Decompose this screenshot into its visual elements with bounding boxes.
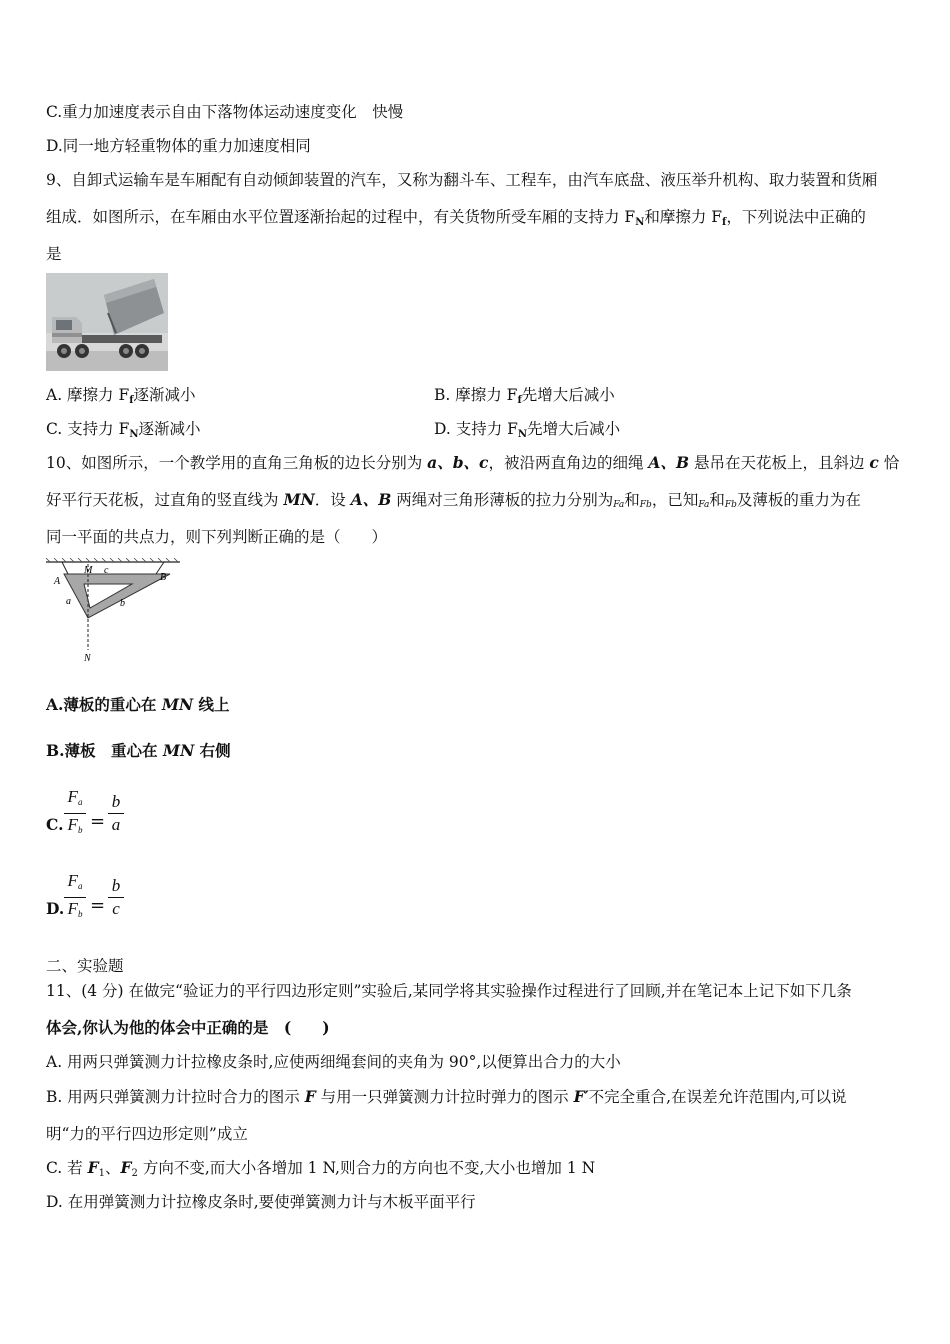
- q9-option-sub: N: [129, 429, 139, 440]
- q11-sub: 2: [131, 1168, 138, 1179]
- q11-var: F′: [573, 1087, 589, 1106]
- q11-var: F: [87, 1158, 99, 1177]
- q11-text: 与用一只弹簧测力计拉时弹力的图示: [315, 1088, 574, 1106]
- q10-option-c-eq: =: [90, 811, 106, 832]
- frac-numerator: b: [111, 876, 121, 895]
- q9-option-sub: f: [129, 395, 134, 406]
- q10-option-a: [46, 695, 230, 715]
- q10-var: MN: [161, 695, 194, 714]
- q11-text: 、: [104, 1159, 121, 1177]
- q10-option-text: 右侧: [194, 741, 231, 760]
- frac-symbol: F: [67, 871, 78, 890]
- triangle-plate-figure: [44, 558, 184, 666]
- label-a-lower: a: [66, 596, 71, 607]
- q9-option-text: 先增大后减小: [527, 420, 621, 438]
- q10-text: ，已知: [651, 491, 699, 509]
- q10-option-c-lhs: [64, 788, 86, 839]
- q9-option-text: 逐渐减小: [133, 386, 196, 404]
- q9-option-sub: N: [517, 429, 528, 440]
- q9-stem-line2: [46, 207, 866, 233]
- q10-force-symbol: Fa: [613, 500, 625, 510]
- frac-symbol: F: [67, 815, 78, 834]
- q10-text: 和: [709, 491, 725, 509]
- q11-var: F: [304, 1087, 316, 1106]
- q9-option-text: D. 支持力 F: [434, 420, 518, 438]
- frac-symbol: F: [67, 899, 78, 918]
- frac-sub: b: [77, 825, 83, 835]
- q10-var: a、b、c: [427, 453, 489, 472]
- q10-text: 和: [624, 491, 640, 509]
- frac-bar: [108, 813, 124, 814]
- q8-option-d: D.同一地方轻重物体的重力加速度相同: [46, 137, 311, 155]
- frac-numerator: [64, 788, 86, 811]
- q9-option-c: [46, 419, 201, 445]
- q9-option-text: B. 摩擦力 F: [434, 386, 518, 404]
- q10-text: 好平行天花板，过直角的竖直线为: [46, 491, 284, 509]
- q10-option-d-lhs: [64, 872, 86, 923]
- q9-sub: N: [635, 217, 645, 228]
- q10-stem-line1: [46, 453, 899, 473]
- q10-text: 恰: [878, 454, 900, 472]
- q10-var: MN: [283, 490, 315, 509]
- q9-stem-line3: 是: [46, 245, 62, 263]
- q10-option-b: [46, 741, 231, 761]
- q9-option-text: A. 摩擦力 F: [46, 386, 130, 404]
- q10-var: MN: [162, 741, 195, 760]
- label-n: N: [84, 653, 91, 664]
- frac-numerator: b: [111, 792, 121, 811]
- q11-option-b-line1: [46, 1087, 847, 1107]
- frac-denominator: [64, 900, 86, 923]
- q11-stem-line2: 体会,你认为他的体会中正确的是 ( ): [46, 1018, 330, 1037]
- frac-sub: a: [77, 881, 83, 891]
- q10-force-symbol: Fb: [724, 500, 737, 510]
- q11-sub: 1: [98, 1168, 105, 1179]
- q9-text: 组成．如图所示，在车厢由水平位置逐渐抬起的过程中，有关货物所受车厢的支持力 F: [46, 208, 636, 226]
- dump-truck-illustration: [46, 273, 168, 371]
- frac-sub: b: [77, 909, 83, 919]
- q9-option-text: 先增大后减小: [521, 386, 615, 404]
- q11-var: F: [120, 1158, 132, 1177]
- q10-var: A、B: [648, 453, 690, 472]
- q11-text: B. 用两只弹簧测力计拉时合力的图示: [46, 1088, 305, 1106]
- q10-stem-line2: [46, 490, 861, 515]
- q11-text: C. 若: [46, 1159, 88, 1177]
- section-title: 二、实验题: [46, 957, 124, 975]
- frac-denominator: c: [112, 899, 120, 918]
- q9-option-text: 逐渐减小: [138, 420, 201, 438]
- q9-option-b: [434, 385, 615, 411]
- frac-symbol: F: [67, 787, 78, 806]
- q11-text: 方向不变,而大小各增加 1 N,则合力的方向也不变,大小也增加 1 N: [137, 1159, 596, 1177]
- frac-sub: a: [77, 797, 83, 807]
- q9-option-sub: f: [517, 395, 522, 406]
- q10-option-text: 线上: [193, 695, 230, 714]
- q9-stem-line1: 9、自卸式运输车是车厢配有自动倾卸装置的汽车，又称为翻斗车、工程车，由汽车底盘、液压举升机构、取力装置和货厢: [46, 171, 878, 189]
- q8-option-c: C.重力加速度表示自由下落物体运动速度变化 快慢: [46, 103, 404, 121]
- q11-option-c: [46, 1158, 595, 1184]
- q10-option-c-label: C.: [46, 815, 64, 834]
- q10-option-text: A.薄板的重心在: [46, 695, 162, 714]
- q11-option-d: D. 在用弹簧测力计拉橡皮条时,要使弹簧测力计与木板平面平行: [46, 1193, 476, 1211]
- q10-option-d-label: D.: [46, 899, 65, 918]
- frac-denominator: [64, 816, 86, 839]
- label-b-upper: B: [160, 572, 167, 583]
- q11-option-a: A. 用两只弹簧测力计拉橡皮条时,应使两细绳套间的夹角为 90°,以便算出合力的大小: [46, 1053, 621, 1071]
- q11-text: 不完全重合,在误差允许范围内,可以说: [588, 1088, 847, 1106]
- q9-option-a: [46, 385, 196, 411]
- q9-text: 和摩擦力 F: [644, 208, 723, 226]
- q10-text: 及薄板的重力为在: [736, 491, 861, 509]
- q10-text: 两绳对三角形薄板的拉力分别为: [391, 491, 614, 509]
- frac-bar: [64, 897, 86, 898]
- q10-option-d-eq: =: [90, 895, 106, 916]
- q10-force-symbol: Fa: [698, 500, 710, 510]
- q9-text: ，下列说法中正确的: [726, 208, 866, 226]
- q9-option-text: C. 支持力 F: [46, 420, 130, 438]
- q10-text: ，被沿两直角边的细绳: [488, 454, 649, 472]
- q10-text: 悬吊在天花板上，且斜边: [689, 454, 870, 472]
- q10-option-c-rhs: [108, 793, 124, 834]
- q9-sub: f: [722, 217, 727, 228]
- q10-text: 10、如图所示，一个教学用的直角三角板的边长分别为: [46, 454, 428, 472]
- q10-force-symbol: Fb: [639, 500, 652, 510]
- q10-option-d-rhs: [108, 877, 124, 918]
- dump-truck-image: [46, 273, 168, 371]
- q11-option-b-line2: 明“力的平行四边形定则”成立: [46, 1125, 248, 1143]
- q11-stem-line1: 11、(4 分) 在做完“验证力的平行四边形定则”实验后,某同学将其实验操作过程进行了回顾,并在笔记本上记下如下几条: [46, 982, 852, 1000]
- label-c: c: [104, 565, 109, 576]
- q9-option-d: [434, 419, 620, 445]
- frac-denominator: a: [111, 815, 121, 834]
- frac-bar: [64, 813, 86, 814]
- frac-bar: [108, 897, 124, 898]
- label-b-lower: b: [120, 598, 125, 609]
- q10-var: c: [869, 453, 879, 472]
- triangle-diagram: [44, 558, 184, 666]
- label-m: M: [84, 565, 93, 576]
- q10-option-text: B.薄板 重心在: [46, 741, 163, 760]
- q10-text: ．设: [314, 491, 351, 509]
- label-a-upper: A: [54, 576, 61, 587]
- frac-numerator: [64, 872, 86, 895]
- q10-var: A、B: [350, 490, 392, 509]
- q10-stem-line3: 同一平面的共点力，则下列判断正确的是（ ）: [46, 528, 388, 546]
